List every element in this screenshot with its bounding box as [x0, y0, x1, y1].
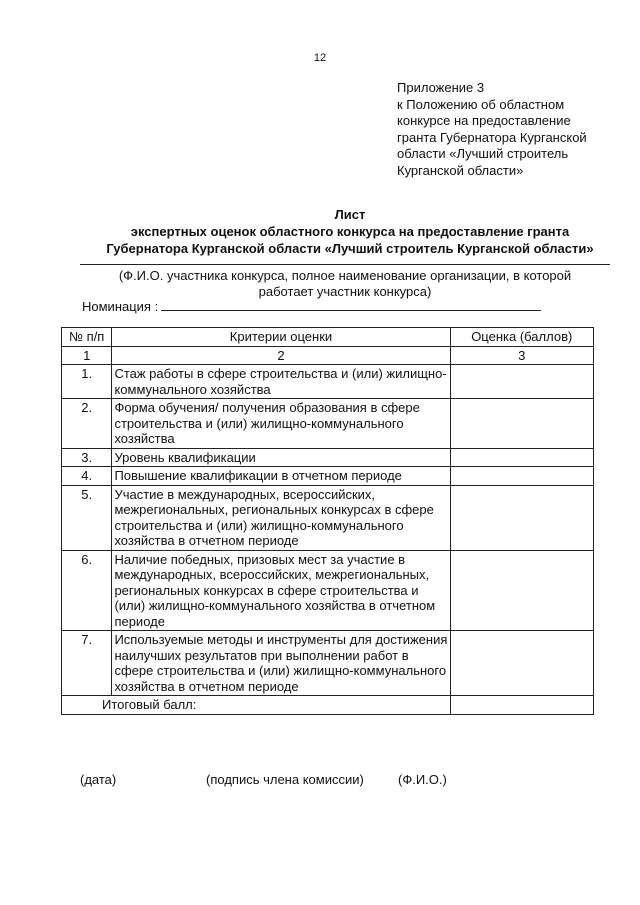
table-row	[62, 467, 594, 486]
appendix-line: Приложение 3	[397, 80, 485, 95]
row-score-cell[interactable]	[450, 399, 593, 449]
row-number: 6.	[62, 550, 112, 631]
nomination-label: Номинация :	[82, 299, 159, 314]
row-score-cell[interactable]	[450, 550, 593, 631]
participant-caption	[80, 268, 610, 300]
row-criterion: Повышение квалификации в отчетном периоде	[112, 467, 450, 486]
title-line: экспертных оценок областного конкурса на предоставление гранта	[130, 224, 570, 239]
row-criterion: Стаж работы в сфере строительства и (или) жилищно-коммунального хозяйства	[112, 365, 450, 399]
table-row	[62, 550, 594, 631]
table-row	[62, 399, 594, 449]
header-score: Оценка (баллов)	[450, 328, 593, 347]
row-number: 3.	[62, 448, 112, 467]
participant-name-line[interactable]	[80, 264, 610, 265]
caption-line: (Ф.И.О. участника конкурса, полное наименование организации, в которой	[118, 268, 572, 283]
fio-label: (Ф.И.О.)	[398, 772, 447, 787]
header-criteria: Критерии оценки	[112, 328, 450, 347]
index-cell: 3	[450, 346, 593, 365]
appendix-line: конкурсе на предоставление	[397, 113, 571, 128]
row-score-cell[interactable]	[450, 365, 593, 399]
header-num: № п/п	[62, 328, 112, 347]
date-label: (дата)	[80, 772, 117, 787]
row-number: 1.	[62, 365, 112, 399]
row-number: 2.	[62, 399, 112, 449]
row-score-cell[interactable]	[450, 631, 593, 696]
row-score-cell[interactable]	[450, 448, 593, 467]
nomination-field	[82, 298, 541, 314]
total-label: Итоговый балл:	[62, 696, 451, 715]
index-cell: 2	[112, 346, 450, 365]
row-criterion: Используемые методы и инструменты для достижения наилучших результатов при выполнении работ в сфере строительства и (или) жилищно-коммунального хозяйства в отчетном периоде	[112, 631, 450, 696]
title-line: Лист	[334, 207, 366, 222]
table-row	[62, 448, 594, 467]
appendix-line: Курганской области»	[397, 162, 524, 178]
row-criterion: Участие в международных, всероссийских, межрегиональных, региональных конкурсах в сфере строительства и (или) жилищно-коммунального хозяйства в отчетном периоде	[112, 485, 450, 550]
appendix-line: к Положению об областном	[397, 96, 565, 112]
appendix-line: гранта Губернатора Курганской	[397, 129, 587, 145]
criteria-table	[61, 327, 594, 715]
total-score-cell[interactable]	[450, 696, 593, 715]
row-criterion: Форма обучения/ получения образования в сфере строительства и (или) жилищно-коммунального хозяйства	[112, 399, 450, 449]
row-criterion: Наличие победных, призовых мест за участие в международных, всероссийских, межрегиональных, региональных конкурсах в сфере строительства и (или) жилищно-коммунального хозяйства в отчетном периоде	[112, 550, 450, 631]
total-row	[62, 696, 594, 715]
row-number: 7.	[62, 631, 112, 696]
row-number: 5.	[62, 485, 112, 550]
row-score-cell[interactable]	[450, 485, 593, 550]
row-score-cell[interactable]	[450, 467, 593, 486]
appendix-line: области «Лучший строитель	[397, 146, 569, 161]
title-line: Губернатора Курганской области «Лучший строитель Курганской области»	[106, 241, 594, 256]
table-row	[62, 631, 594, 696]
table-row	[62, 485, 594, 550]
document-title	[40, 206, 640, 257]
caption-line: работает участник конкурса)	[258, 284, 432, 299]
index-cell: 1	[62, 346, 112, 365]
row-number: 4.	[62, 467, 112, 486]
table-header-row	[62, 328, 594, 347]
table-index-row	[62, 346, 594, 365]
page-number: 12	[313, 52, 327, 64]
table-row	[62, 365, 594, 399]
commission-signature-label: (подпись члена комиссии)	[206, 772, 364, 787]
nomination-input-line[interactable]	[161, 298, 541, 311]
row-criterion: Уровень квалификации	[112, 448, 450, 467]
appendix-note	[397, 80, 632, 179]
